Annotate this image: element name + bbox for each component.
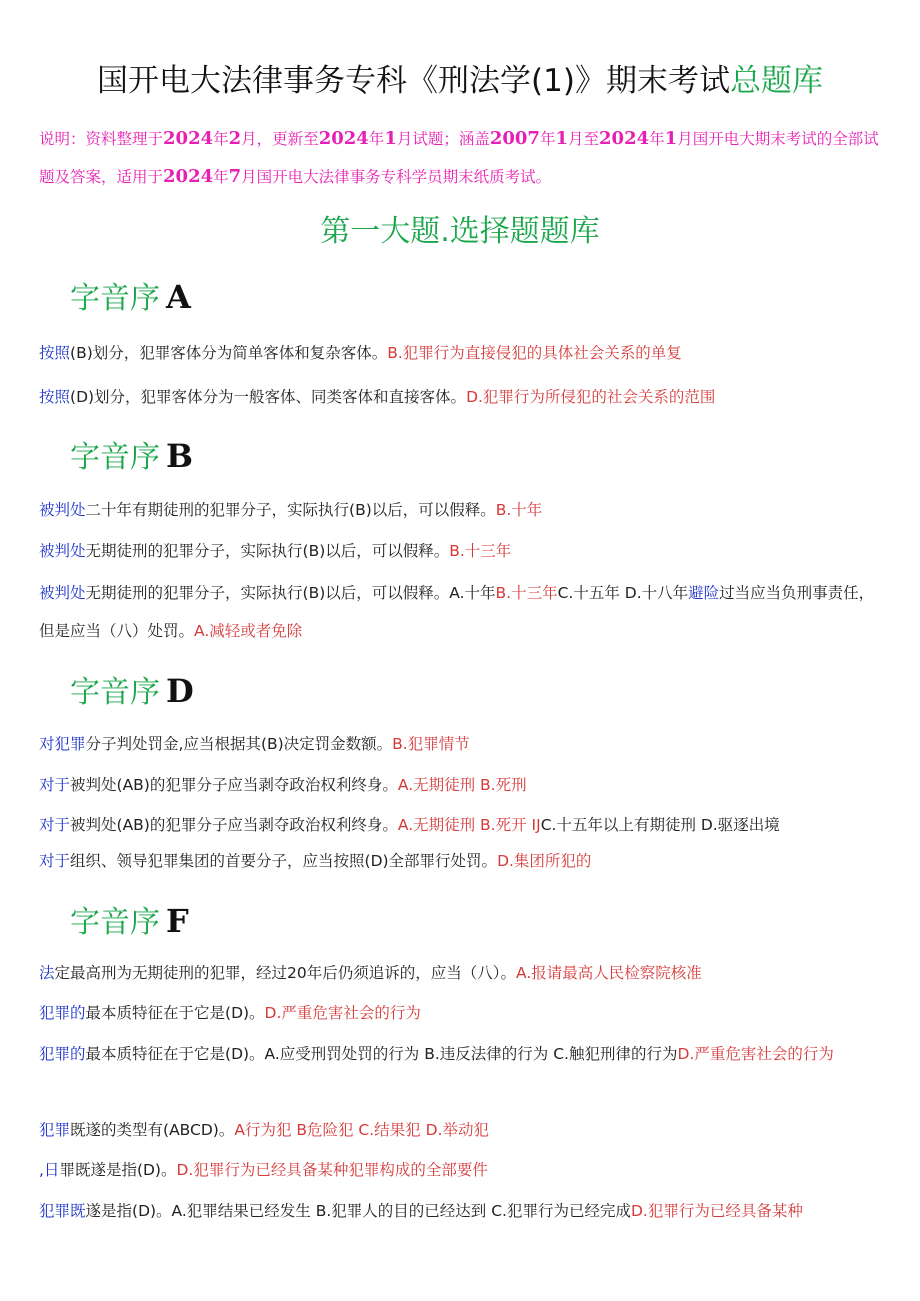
question-keyword: 犯罪 [39, 1121, 71, 1139]
question-keyword: 按照 [39, 344, 71, 362]
description-note [39, 120, 889, 196]
note-text: 说明：资料整理于 [39, 130, 164, 148]
question-line [39, 725, 889, 763]
answer-text: D.犯罪行为所侵犯的社会关系的范围 [466, 388, 716, 406]
answer-text: B.十三年 [449, 542, 512, 560]
question-text: (B)划分，犯罪客体分为简单客体和复杂客体。 [70, 344, 388, 362]
note-text: 年 [539, 130, 556, 148]
section-letter: B [166, 437, 194, 475]
question-line [39, 806, 889, 844]
answer-text: B.犯罪情节 [392, 735, 470, 753]
question-keyword: 避险 [688, 584, 720, 602]
answer-text: A.无期徒刑 B.死刑 [397, 776, 527, 794]
section-letter: F [166, 902, 189, 940]
title-highlight: 总题库 [729, 63, 823, 99]
answer-text: D.严重危害社会的行为 [264, 1004, 421, 1022]
question-line [39, 1111, 889, 1149]
note-month: 1 [555, 128, 569, 149]
question-keyword: 被判处 [39, 584, 86, 602]
note-text: 月国开电大法律事务专科学员期末纸质考试。 [241, 168, 552, 186]
question-line [39, 378, 889, 416]
question-line [39, 1151, 889, 1189]
answer-text: D.集团所犯的 [497, 852, 592, 870]
question-text: 过当应当负刑事责任，但是应当（八）处罚。 [39, 584, 875, 640]
question-line [39, 532, 889, 570]
question-keyword: ,日 [39, 1161, 60, 1179]
note-text: 月至 [568, 130, 600, 148]
question-text: 分子判处罚金,应当根据其(B)决定罚金数额。 [85, 735, 393, 753]
section-f-heading [70, 899, 189, 945]
question-text: 最本质特征在于它是(D)。A.应受刑罚处罚的行为 B.违反法律的行为 C.触犯刑律的行为 [85, 1045, 678, 1063]
note-month: 7 [228, 166, 242, 187]
question-text: 组织、领导犯罪集团的首要分子，应当按照(D)全部罪行处罚。 [70, 852, 498, 870]
question-text: 定最高刑为无期徒刑的犯罪，经过20年后仍须追诉的，应当（八）。 [54, 964, 516, 982]
answer-text: A.减轻或者免除 [194, 622, 303, 640]
question-text: (D)划分，犯罪客体分为一般客体、同类客体和直接客体。 [70, 388, 467, 406]
question-text: 被判处(AB)的犯罪分子应当剥夺政治权利终身。 [70, 816, 398, 834]
section-d-heading [70, 669, 194, 715]
note-text: 年 [649, 130, 665, 148]
answer-text: B.十三年 [495, 584, 558, 602]
answer-text: B.十年 [495, 501, 543, 519]
question-text: 罪既遂是指(D)。 [59, 1161, 177, 1179]
note-month: 1 [384, 128, 397, 149]
question-line [39, 766, 889, 804]
note-year: 2024 [163, 128, 214, 149]
section-letter: A [166, 278, 191, 316]
question-keyword: 对于 [39, 816, 71, 834]
answer-text: D.犯罪行为已经具备某种犯罪构成的全部要件 [176, 1161, 488, 1179]
section-label: 字音序 [70, 675, 160, 710]
answer-text: A.报请最高人民检察院核准 [516, 964, 702, 982]
question-keyword: 犯罪的 [39, 1045, 86, 1063]
note-text: 月，更新至 [241, 130, 319, 148]
section-heading: 第一大题.选择题题库 [320, 214, 600, 249]
answer-text: D.犯罪行为已经具备某种 [630, 1202, 803, 1220]
section-b-heading [70, 434, 193, 480]
answer-text: B.犯罪行为直接侵犯的具体社会关系的单复 [387, 344, 682, 362]
note-text: 年 [213, 168, 229, 186]
question-text: 被判处(AB)的犯罪分子应当剥夺政治权利终身。 [70, 776, 398, 794]
question-keyword: 被判处 [39, 542, 86, 560]
question-keyword: 对于 [39, 852, 71, 870]
note-year: 2007 [489, 128, 540, 149]
note-year: 2024 [318, 128, 369, 149]
section-letter: D [166, 672, 194, 710]
question-text: 无期徒刑的犯罪分子，实际执行(B)以后，可以假释。A.十年 [85, 584, 496, 602]
question-line [39, 491, 889, 529]
note-year: 2024 [163, 166, 214, 187]
question-line [39, 842, 889, 880]
note-month: 1 [664, 128, 678, 149]
section-a-heading [70, 275, 191, 321]
note-year: 2024 [599, 128, 650, 149]
note-month: 2 [228, 128, 242, 149]
note-text: 年 [213, 130, 229, 148]
note-text: 月国开电大期末考试的全部试题及答案，适用于 [39, 130, 879, 186]
note-text: 年 [368, 130, 385, 148]
answer-text: A行为犯 B危险犯 C.结果犯 D.举动犯 [234, 1121, 489, 1139]
document-title [0, 58, 920, 104]
question-text: 无期徒刑的犯罪分子，实际执行(B)以后，可以假释。 [85, 542, 450, 560]
section-label: 字音序 [70, 905, 160, 940]
question-line [39, 574, 889, 650]
section-label: 字音序 [70, 440, 160, 475]
question-text: C.十五年 D.十八年 [557, 584, 689, 602]
question-keyword: 犯罪既 [39, 1202, 86, 1220]
question-line [39, 1035, 889, 1073]
question-keyword: 犯罪的 [39, 1004, 86, 1022]
section-label: 字音序 [70, 281, 160, 316]
question-text: 既遂的类型有(ABCD)。 [70, 1121, 235, 1139]
answer-text: D.严重危害社会的行为 [677, 1045, 834, 1063]
question-line [39, 954, 889, 992]
question-keyword: 被判处 [39, 501, 86, 519]
question-keyword: 法 [39, 964, 55, 982]
question-text: 遂是指(D)。A.犯罪结果已经发生 B.犯罪人的目的已经达到 C.犯罪行为已经完成 [85, 1202, 631, 1220]
question-line [39, 994, 889, 1032]
question-line [39, 1192, 889, 1230]
question-keyword: 对犯罪 [39, 735, 86, 753]
question-line [39, 334, 889, 372]
question-text: 二十年有期徒刑的犯罪分子，实际执行(B)以后，可以假释。 [85, 501, 496, 519]
question-text: C.十五年以上有期徒刑 D.驱逐出境 [540, 816, 780, 834]
title-main: 国开电大法律事务专科《刑法学(1)》期末考试 [97, 63, 730, 99]
question-keyword: 对于 [39, 776, 71, 794]
question-text: 最本质特征在于它是(D)。 [85, 1004, 265, 1022]
note-text: 月试题；涵盖 [396, 130, 490, 148]
question-keyword: 按照 [39, 388, 71, 406]
answer-text: A.无期徒刑 B.死开 IJ [397, 816, 541, 834]
